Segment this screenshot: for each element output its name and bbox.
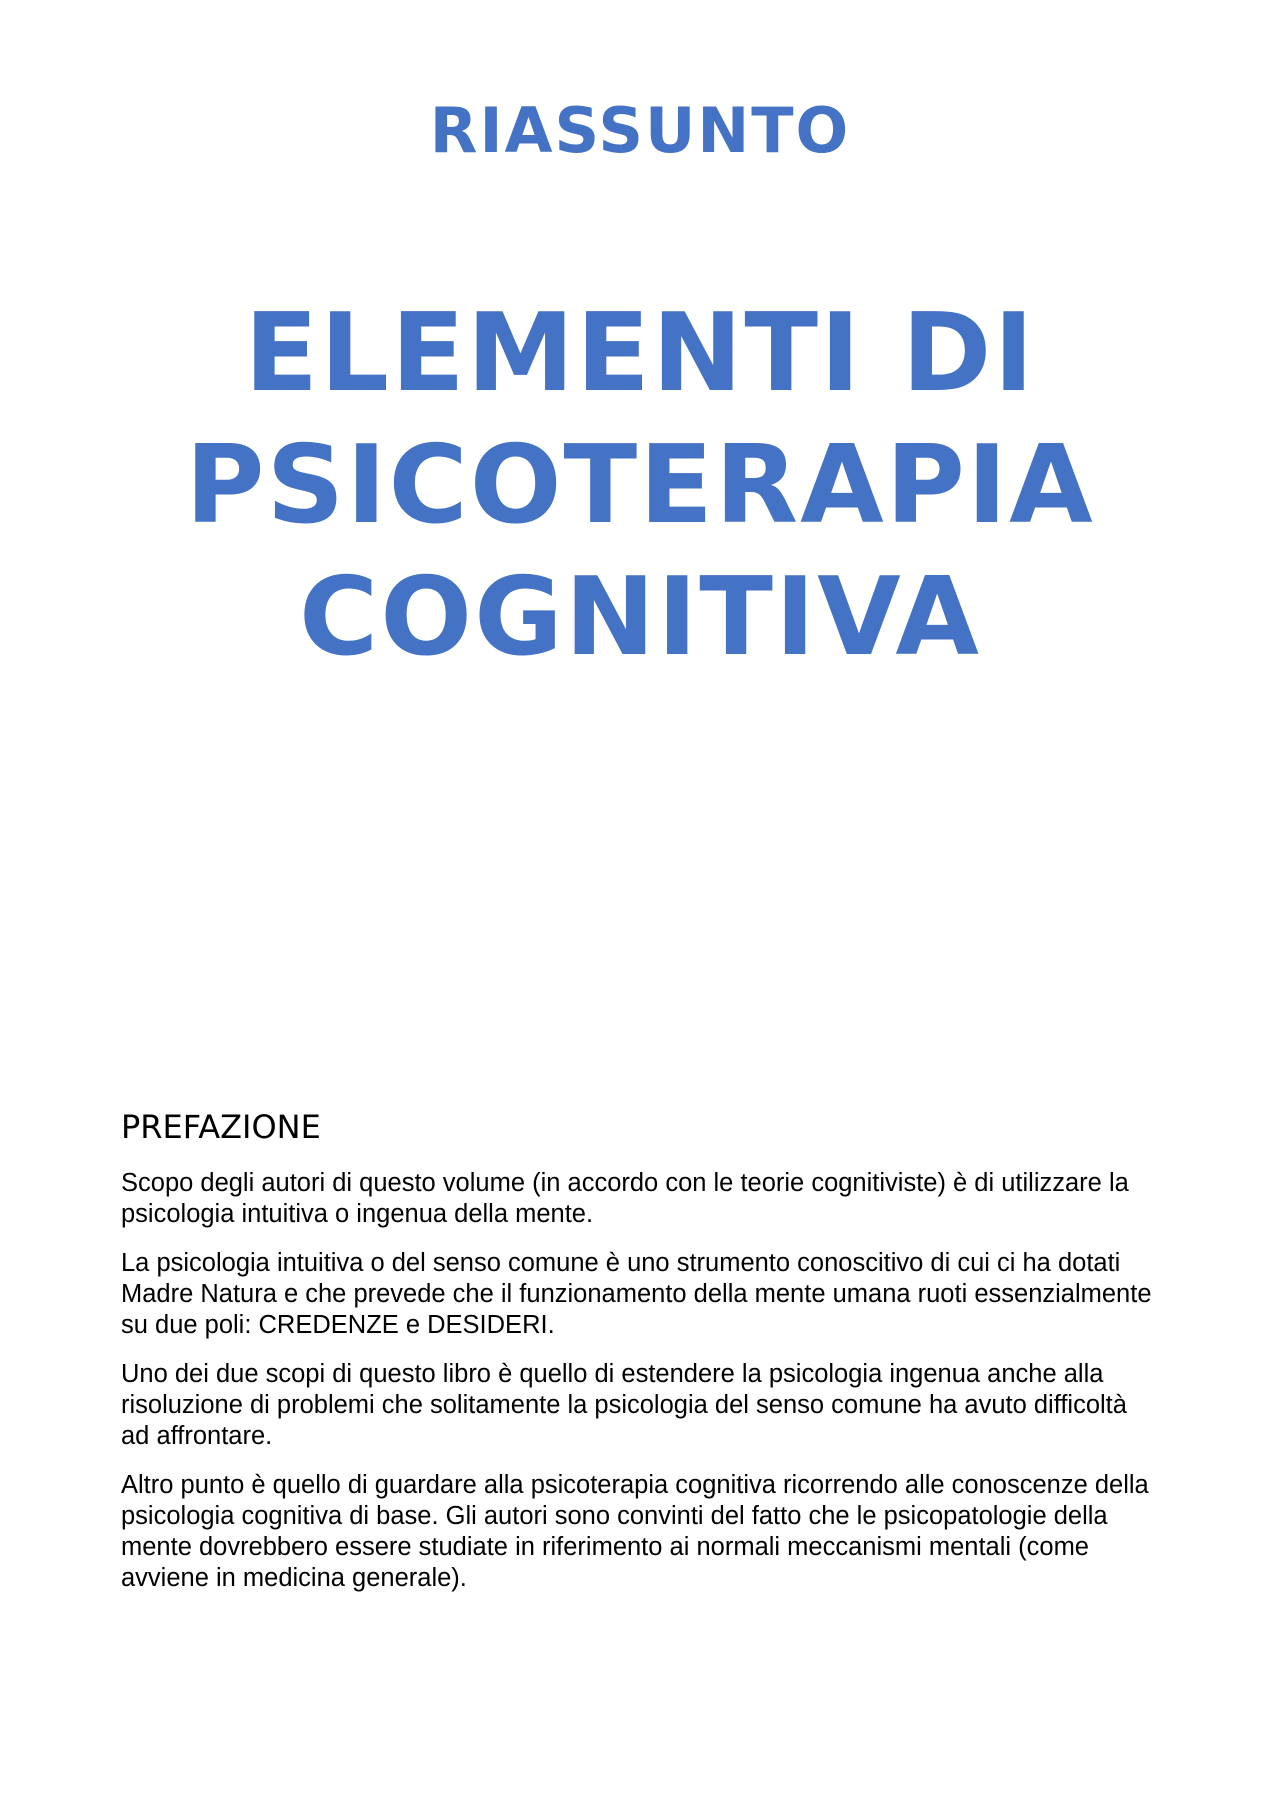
- document-kicker: RIASSUNTO: [429, 94, 851, 167]
- paragraph: Uno dei due scopi di questo libro è quello di estendere la psicologia ingenua anche alla risoluzione di problemi che solitamente la psicologia del senso comune ha avuto difficoltà ad affrontare.: [121, 1360, 1127, 1451]
- title-line: COGNITIVA: [299, 555, 981, 680]
- document-title: [0, 288, 1280, 684]
- paragraph: Altro punto è quello di guardare alla psicoterapia cognitiva ricorrendo alle conoscenze della psicologia cognitiva di base. Gli autori sono convinti del fatto che le psicopatologie della mente dovrebbero essere studiate in riferimento ai normali meccanismi mentali (come avviene in medicina generale).: [121, 1471, 1149, 1593]
- paragraph: La psicologia intuitiva o del senso comune è uno strumento conoscitivo di cui ci ha dotati Madre Natura e che prevede che il funzionamento della mente umana ruoti essenzialmente su due poli: CREDENZE e DESIDERI.: [121, 1249, 1152, 1340]
- paragraph: Scopo degli autori di questo volume (in accordo con le teorie cognitiviste) è di utilizzare la psicologia intuitiva o ingenua della mente.: [121, 1169, 1129, 1229]
- preface-section: [121, 1108, 1161, 1612]
- title-line: PSICOTERAPIA: [185, 423, 1095, 548]
- title-line: ELEMENTI DI: [244, 291, 1036, 416]
- section-heading: PREFAZIONE: [121, 1108, 321, 1146]
